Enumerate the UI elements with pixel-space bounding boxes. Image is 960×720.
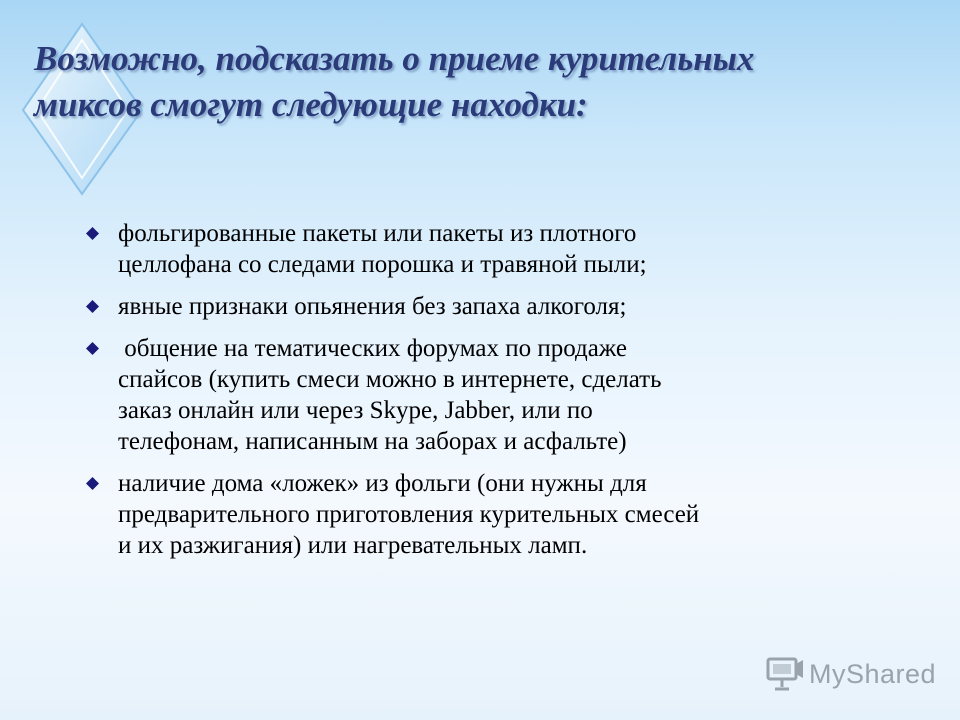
- bullet-line: предварительного приготовления курительных смесей: [118, 501, 700, 528]
- bullet-line: фольгированные пакеты или пакеты из плотного: [118, 220, 637, 247]
- myshared-watermark: [766, 654, 936, 694]
- bullet-line: заказ онлайн или через Skype, Jabber, или по: [118, 397, 593, 424]
- bullet-line: наличие дома «ложек» из фольги (они нужны для: [118, 470, 647, 497]
- bullet-line: телефонам, написанным на заборах и асфальте): [118, 428, 627, 455]
- bullet-item-foil-packets: [80, 218, 880, 280]
- slide-title: [34, 36, 934, 128]
- slide-title-line-1: Возможно, подсказать о приеме курительных: [34, 39, 755, 78]
- bullet-line: явные признаки опьянения без запаха алкоголя;: [118, 293, 627, 320]
- diamond-bullet-icon: [86, 477, 99, 490]
- bullet-item-forums: [80, 333, 880, 457]
- bullet-item-foil-spoons: [80, 468, 880, 561]
- bullet-list: [80, 218, 880, 572]
- slide-title-line-2: миксов смогут следующие находки:: [34, 85, 588, 124]
- diamond-bullet-icon: [86, 227, 99, 240]
- bullet-line: общение на тематических форумах по продаже: [118, 335, 627, 362]
- bullet-line: спайсов (купить смеси можно в интернете, сделать: [118, 366, 662, 393]
- diamond-bullet-icon: [86, 300, 99, 313]
- watermark-text: MyShared: [809, 658, 937, 689]
- bullet-line: и их разжигания) или нагревательных ламп.: [118, 532, 588, 559]
- bullet-line: целлофана со следами порошка и травяной пыли;: [118, 251, 647, 278]
- bullet-item-intoxication: [80, 291, 880, 322]
- diamond-bullet-icon: [86, 342, 99, 355]
- projector-screen-icon: [766, 656, 804, 692]
